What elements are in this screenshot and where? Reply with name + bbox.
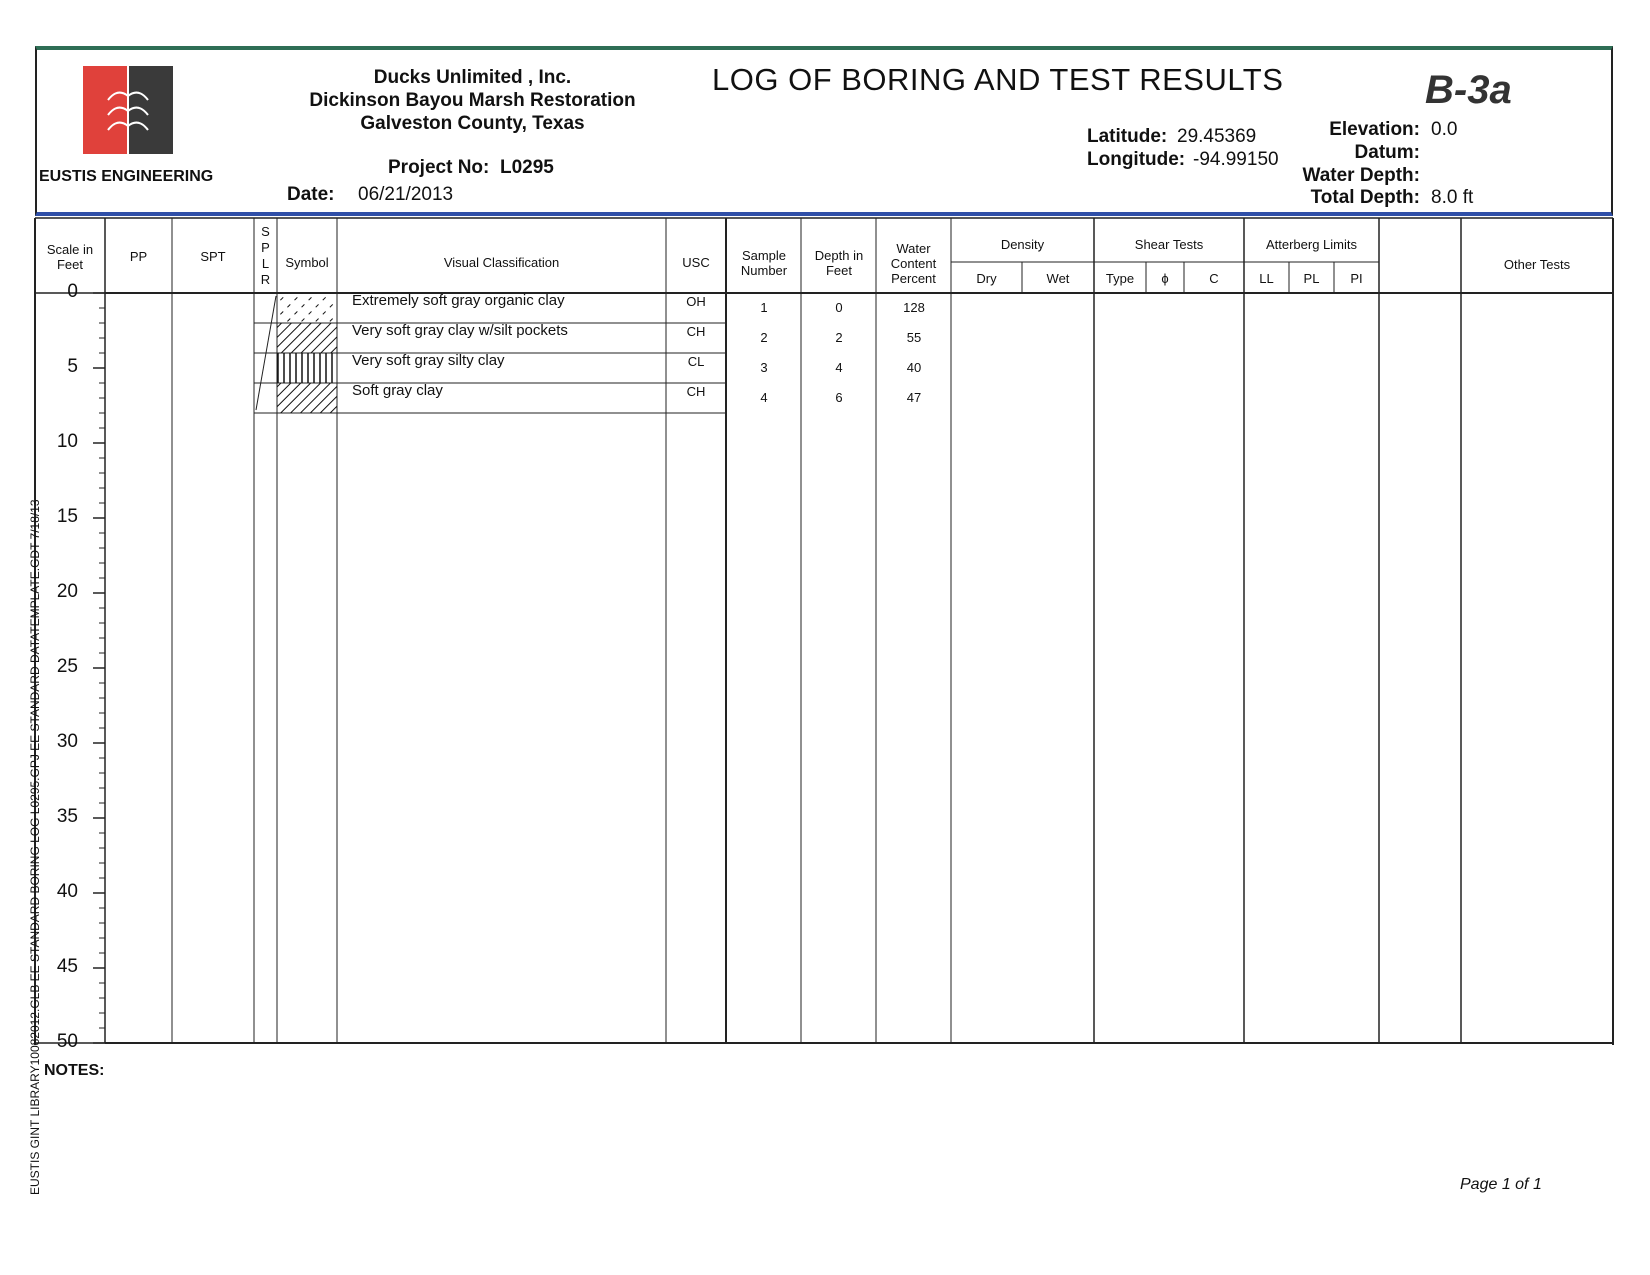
scale-tick-label: 35 (56, 806, 78, 827)
scale-tick-label: 30 (56, 731, 78, 752)
col-header-water-content: Water Content Percent (890, 241, 937, 286)
col-header-shear-tests: Shear Tests (1134, 237, 1204, 252)
sample-number: 4 (760, 390, 768, 405)
scale-tick-label: 40 (56, 881, 78, 902)
scale-tick-label: 10 (56, 431, 78, 452)
sample-water-content: 47 (906, 390, 922, 405)
scale-tick-label: 0 (67, 281, 78, 302)
sample-depth: 6 (835, 390, 843, 405)
scale-tick-label: 15 (56, 506, 78, 527)
col-header-pp: PP (129, 249, 148, 264)
project-location: Galveston County, Texas (360, 113, 585, 134)
sample-number: 2 (760, 330, 768, 345)
col-header-s: S (261, 224, 270, 239)
scale-tick-label: 25 (56, 656, 78, 677)
elevation-value: 0.0 (1431, 119, 1458, 140)
latitude-label: Latitude: (1087, 126, 1168, 147)
company-name: EUSTIS ENGINEERING (39, 168, 214, 185)
report-title: LOG OF BORING AND TEST RESULTS (712, 62, 1284, 97)
layer-description: Very soft gray silty clay (352, 352, 505, 369)
notes-label: NOTES: (44, 1062, 105, 1079)
sample-depth: 4 (835, 360, 843, 375)
col-header-ll: LL (1259, 271, 1274, 286)
col-header-atterberg: Atterberg Limits (1265, 237, 1358, 252)
scale-tick-label: 20 (56, 581, 78, 602)
date-label: Date: (287, 184, 335, 205)
col-header-other-tests: Other Tests (1503, 257, 1571, 272)
col-header-shear-phi: ϕ (1161, 271, 1169, 286)
layer-description: Extremely soft gray organic clay (352, 292, 565, 309)
col-header-sample-number: Sample Number (740, 248, 788, 278)
project-number-label: Project No: (388, 157, 490, 178)
col-header-shear-type: Type (1105, 271, 1135, 286)
layer-usc: OH (686, 294, 706, 309)
layer-usc: CL (687, 354, 705, 369)
col-header-symbol: Symbol (285, 255, 329, 270)
col-header-visual-classification: Visual Classification (443, 255, 560, 270)
sample-number: 3 (760, 360, 768, 375)
col-header-dry: Dry (976, 271, 997, 286)
total-depth-label: Total Depth: (1310, 187, 1420, 208)
col-header-p: P (261, 240, 270, 255)
longitude-label: Longitude: (1087, 149, 1186, 170)
col-header-spt: SPT (200, 249, 226, 264)
water-depth-label: Water Depth: (1302, 165, 1420, 186)
total-depth-value: 8.0 ft (1431, 187, 1474, 208)
layer-usc: CH (686, 324, 706, 339)
sample-water-content: 128 (903, 300, 925, 315)
longitude-value: -94.99150 (1193, 149, 1279, 170)
date-value: 06/21/2013 (358, 184, 454, 205)
client-name: Ducks Unlimited , Inc. (373, 67, 572, 88)
col-header-shear-c: C (1209, 271, 1219, 286)
col-header-depth: Depth in Feet (814, 248, 864, 278)
layer-description: Very soft gray clay w/silt pockets (352, 322, 568, 339)
col-header-r: R (260, 272, 271, 287)
project-number: L0295 (500, 157, 554, 178)
sample-water-content: 40 (906, 360, 922, 375)
col-header-l: L (261, 256, 270, 271)
layer-description: Soft gray clay (352, 382, 443, 399)
scale-tick-label: 45 (56, 956, 78, 977)
latitude-value: 29.45369 (1177, 126, 1257, 147)
datum-label: Datum: (1354, 142, 1420, 163)
col-header-density: Density (1000, 237, 1045, 252)
layer-usc: CH (686, 384, 706, 399)
page-number: Page 1 of 1 (1460, 1176, 1542, 1193)
sample-water-content: 55 (906, 330, 922, 345)
side-note: EUSTIS GINT LIBRARY10082012.GLB EE STANDARD BORING LOG L0295.GPJ EE STANDARD DATATEMPLATE.GDT 7/18/13 (28, 499, 42, 1195)
sample-number: 1 (760, 300, 768, 315)
project-name: Dickinson Bayou Marsh Restoration (309, 90, 636, 111)
scale-tick-label: 5 (67, 356, 78, 377)
elevation-label: Elevation: (1329, 119, 1420, 140)
col-header-wet: Wet (1046, 271, 1070, 286)
col-header-scale: Scale in Feet (46, 242, 94, 272)
scale-tick-label: 50 (56, 1031, 78, 1052)
sample-depth: 2 (835, 330, 843, 345)
col-header-usc: USC (682, 255, 710, 270)
col-header-pi: PI (1350, 271, 1363, 286)
boring-id: B-3a (1425, 68, 1512, 112)
col-header-pl: PL (1303, 271, 1320, 286)
sample-depth: 0 (835, 300, 843, 315)
